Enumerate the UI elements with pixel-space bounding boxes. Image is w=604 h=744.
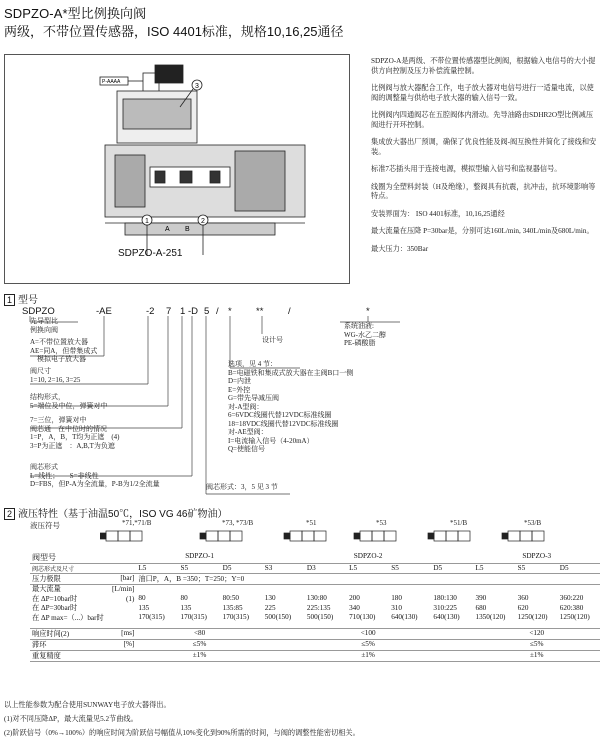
symbol-label: 液压符号 — [30, 521, 60, 530]
callout-2: 2 — [201, 218, 205, 225]
spool-cell: D5 — [558, 564, 600, 574]
response-value: <120 — [473, 629, 600, 640]
flow-value: 80 — [138, 594, 146, 602]
repeatability-value: ±1% — [263, 651, 474, 662]
section-title: 型号 — [18, 295, 39, 306]
code-part: SDPZO — [22, 306, 55, 317]
code-part: -2 — [146, 306, 155, 317]
row-label: 重复精度 — [30, 651, 136, 662]
flow-value: 200 — [349, 594, 360, 602]
flow-value: 170(315) — [180, 613, 207, 621]
row-label: 压力极限 — [32, 575, 61, 583]
row-label: 最大流量 — [32, 585, 61, 593]
callout-1: 1 — [145, 218, 149, 225]
desc-para: 集成放大器出厂预调，确保了优良性能及阀-阀互换性并简化了接线和安装。 — [371, 138, 597, 156]
spool-cell: D5 — [221, 564, 263, 574]
desc-para: 比例阀与放大器配合工作，电子放大器对电信号进行一适量电流，以使阀的调整量与供给电子放大器的输入信号一致。 — [371, 84, 594, 102]
flow-value: 620 — [517, 603, 529, 612]
section-model-heading — [4, 291, 38, 306]
table-row — [30, 564, 600, 574]
code-part: 5 — [204, 306, 210, 317]
spool-cell: S5 — [516, 564, 558, 574]
symbol-code: *51/B — [450, 519, 468, 527]
flow-value: 135 — [180, 603, 192, 612]
flow-value: 80 — [180, 594, 188, 602]
spool-cell: D3 — [305, 564, 347, 574]
flow-value: 640(130) — [433, 613, 460, 621]
drawing-tag: P-AAAA — [102, 79, 121, 85]
code-part: * — [366, 306, 370, 317]
row-label: 阀型号 — [30, 552, 136, 564]
hydraulic-symbols — [100, 527, 600, 547]
pressure-value: 油口P，A，B =350；T=250；Y=0 — [136, 574, 600, 585]
section-number: 1 — [4, 294, 15, 306]
flow-value: 360 — [517, 594, 529, 602]
port-b-label: B — [185, 226, 190, 233]
desc-struct: 5=端位及中位，弹簧对中 — [30, 402, 108, 410]
flow-value: 225:135 — [306, 603, 331, 612]
unit: [bar] — [120, 574, 135, 582]
flow-value: 80:50 — [222, 594, 240, 602]
desc-spool-ref: 阀芯形式：3，5 见 3 节 — [206, 483, 278, 491]
flow-condition: 在 ΔP max=（...）bar时 — [32, 613, 104, 622]
flow-value: 180 — [391, 594, 402, 602]
desc-options: 选项，见 4 节： B=电磁铁和集成式放大器在主阀B口一侧 D=内泄 E=外控 G=带先导减压阀 对-A型阀： 6=6VDC线圈代替12VDC标准线圈 18=18VDC线圈代替12VDC标准线圈 对-AE型阀： I=电流输入信号（4-20mA） Q=使能信号 — [228, 360, 354, 453]
desc-para: 线圈为全塑料封装（H及绝缘），整阀具有抗震，抗冲击，抗环境影响等特点。 — [371, 182, 596, 200]
section-number: 2 — [4, 508, 15, 520]
flow-value: 1250(120) — [517, 613, 548, 621]
flow-condition: 在 ΔP=10bar时 — [32, 594, 78, 603]
flow-value: 1250(120) — [559, 613, 590, 621]
table-row — [30, 651, 600, 662]
row-label: 滞环 — [32, 641, 47, 649]
flow-value: 620:380 — [559, 603, 584, 612]
figure-caption: SDPZO-A-251 — [118, 248, 183, 259]
symbol-code: *53 — [376, 519, 387, 527]
desc-para: 标准7芯插头用于连接电源，模拟型输入信号和监视器信号。 — [371, 165, 562, 173]
desc-para: 安装界面为： ISO 4401标准，10,16,25通经 — [371, 209, 505, 218]
spool-cell: S5 — [389, 564, 431, 574]
flow-value: 500(150) — [306, 613, 334, 621]
code-part: -AE — [96, 306, 112, 317]
spool-cell: L5 — [473, 564, 515, 574]
port-a-label: A — [165, 226, 170, 233]
spool-cell: D5 — [431, 564, 473, 574]
flow-value: 500(150) — [264, 613, 292, 621]
footnote: 以上性能参数为配合使用SUNWAY电子放大器得出。 — [4, 701, 171, 709]
row-label: 阀芯形式及尺寸 — [30, 564, 136, 574]
flow-value: 360:220 — [559, 594, 584, 602]
flow-value: 135 — [138, 603, 150, 612]
flow-value: 170(315) — [138, 613, 165, 621]
desc-seal: 系统油液: WG-水乙二醇 PE-磷酸脂 — [344, 322, 386, 347]
unit: [ms] — [121, 629, 135, 637]
symbol-code: *71,*71/B — [122, 519, 152, 527]
repeatability-value: ±1% — [473, 651, 600, 662]
hydraulic-table — [30, 552, 600, 662]
code-part: -D — [188, 306, 199, 317]
flow-value: 180:130 — [433, 594, 457, 602]
spool-cell: L5 — [136, 564, 178, 574]
symbol-code: *53/B — [524, 519, 542, 527]
desc-design-no: 设计号 — [262, 336, 283, 344]
model-cell: SDPZO-1 — [136, 552, 262, 564]
spool-cell: S3 — [263, 564, 305, 574]
flow-value: 225 — [264, 603, 276, 612]
hysteresis-value: ≤5% — [136, 640, 262, 651]
code-part: / — [288, 306, 291, 317]
desc-amplifier: A=不带位置放大器 AE=同A，但带集成式 模拟电子放大器 — [30, 338, 98, 363]
flow-value: 130 — [264, 594, 276, 602]
flow-value: 135:85 — [222, 603, 243, 612]
desc-para: 最大流量在压降 P=30bar是，分别可达160L/min, 340L/min及680L/min。 — [371, 227, 594, 235]
code-part: 1 — [180, 306, 186, 317]
desc-size-title: 阀尺寸 — [30, 367, 51, 375]
flow-value: 340 — [349, 603, 360, 612]
code-part: 7 — [166, 306, 172, 317]
desc-para: 最大压力：350Bar — [371, 244, 429, 253]
repeatability-value: ±1% — [136, 651, 262, 662]
desc-para: SDPZO-A是两级、不带位置传感器型比例阀，根据输入电信号的大小提供方向控制及压力补偿流量控制。 — [371, 57, 596, 75]
callout-3: 3 — [195, 83, 199, 90]
flow-value: 310 — [391, 603, 402, 612]
unit: [%] — [123, 640, 135, 648]
desc-spool-center: 7=三位，弹簧对中 阀芯通 在中位时的情况 1=P，A，B，T均为正遮 (4) 3=P为正遮 ：A,B,T为负遮 — [30, 416, 120, 450]
flow-value: 710(130) — [349, 613, 376, 621]
spool-cell: L5 — [347, 564, 389, 574]
flow-value: 640(130) — [391, 613, 418, 621]
response-value: <100 — [263, 629, 474, 640]
table-row — [30, 585, 600, 629]
response-value: <80 — [136, 629, 262, 640]
unit: [L/min] — [112, 585, 135, 593]
section-hydraulic-heading — [4, 505, 228, 520]
symbol-code: *51 — [306, 519, 317, 527]
code-part: * — [228, 306, 232, 317]
flow-condition: 在 ΔP=30bar时 — [32, 604, 78, 612]
footnote: (1)对不同压降ΔP，最大流量见5.2节曲线。 — [4, 715, 138, 723]
hysteresis-value: ≤5% — [473, 640, 600, 651]
hysteresis-value: ≤5% — [263, 640, 474, 651]
table-row — [30, 640, 600, 651]
code-part: / — [216, 306, 219, 317]
table-row — [30, 574, 600, 585]
row-label: 响应时间(2) — [32, 630, 70, 638]
table-row — [30, 629, 600, 640]
description-column — [371, 57, 599, 254]
desc-para: 比例阀内四通阀芯在五腔阀体内滑动。先导油路由SDHR2O型比例减压阀进行开环控制。 — [371, 111, 594, 129]
desc-pilot-valve: 先导型比 例换向阀 — [30, 317, 58, 334]
model-cell: SDPZO-2 — [263, 552, 474, 564]
flow-value: 310:225 — [433, 603, 457, 612]
table-row — [30, 552, 600, 564]
symbol-code: *73, *73/B — [222, 519, 254, 527]
section-title: 液压特性（基于油温50℃，ISO VG 46矿物油） — [18, 509, 228, 520]
flow-value: 130:80 — [306, 594, 327, 602]
footnote: (2)阶跃信号（0%→100%）的响应时间为阶跃信号幅值从10%变化到90%所需的时间，与阀的调整性能密切相关。 — [4, 729, 360, 737]
spool-cell: S5 — [179, 564, 221, 574]
flow-value: 170(315) — [222, 613, 249, 621]
flow-value: 680 — [475, 603, 487, 612]
desc-spool-form: 阀芯形式 L=线性； S=非线性 D=FBS，但P-A为全流量，P-B为1/2全流量 — [30, 463, 160, 488]
model-cell: SDPZO-3 — [473, 552, 600, 564]
desc-struct-title: 结构形式， — [30, 393, 65, 401]
flow-note: (1) — [125, 594, 135, 603]
desc-size: 1=10, 2=16, 3=25 — [30, 376, 81, 384]
flow-value: 1350(120) — [475, 613, 506, 621]
flow-value: 390 — [475, 594, 487, 602]
page-title: SDPZO-A*型比例换向阀 — [4, 6, 147, 21]
code-part: ** — [256, 306, 264, 317]
page-subtitle: 两级，不带位置传感器，ISO 4401标准，规格10,16,25通径 — [4, 24, 344, 39]
